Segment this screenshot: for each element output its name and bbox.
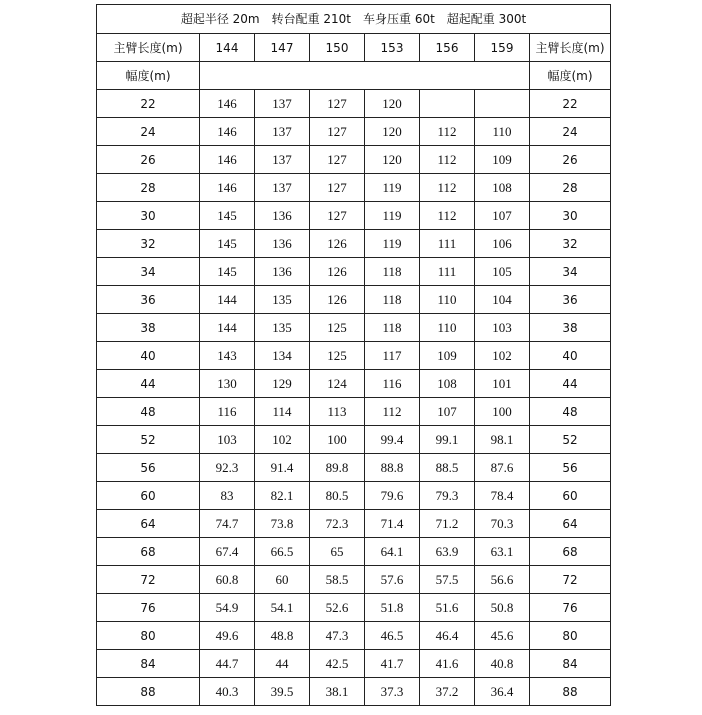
load-value-cell: 42.5 [310, 650, 365, 678]
load-value-cell: 146 [200, 146, 255, 174]
load-value-cell: 56.6 [475, 566, 530, 594]
load-value-cell: 143 [200, 342, 255, 370]
load-value-cell: 126 [310, 258, 365, 286]
load-value-cell: 112 [420, 202, 475, 230]
load-value-cell: 66.5 [255, 538, 310, 566]
load-value-cell: 137 [255, 174, 310, 202]
load-value-cell: 119 [365, 230, 420, 258]
table-row [97, 454, 611, 482]
radius-cell-right: 28 [530, 174, 611, 202]
radius-cell-left: 68 [97, 538, 200, 566]
load-value-cell: 127 [310, 90, 365, 118]
radius-cell-right: 26 [530, 146, 611, 174]
radius-cell-left: 84 [97, 650, 200, 678]
table-row [97, 650, 611, 678]
load-value-cell: 80.5 [310, 482, 365, 510]
load-value-cell: 73.8 [255, 510, 310, 538]
load-value-cell: 112 [420, 146, 475, 174]
load-value-cell: 109 [420, 342, 475, 370]
table-row [97, 678, 611, 706]
load-value-cell: 136 [255, 230, 310, 258]
load-value-cell: 108 [475, 174, 530, 202]
load-value-cell: 71.2 [420, 510, 475, 538]
load-value-cell: 102 [475, 342, 530, 370]
load-value-cell: 57.5 [420, 566, 475, 594]
load-value-cell: 146 [200, 174, 255, 202]
radius-cell-right: 24 [530, 118, 611, 146]
load-value-cell: 125 [310, 342, 365, 370]
boom-length-label-left: 主臂长度(m) [97, 34, 200, 62]
load-value-cell: 63.1 [475, 538, 530, 566]
load-value-cell: 102 [255, 426, 310, 454]
load-value-cell: 88.8 [365, 454, 420, 482]
load-value-cell: 38.1 [310, 678, 365, 706]
table-title: 超起半径 20m 转台配重 210t 车身压重 60t 超起配重 300t [97, 5, 611, 34]
radius-cell-left: 32 [97, 230, 200, 258]
table-row [97, 398, 611, 426]
boom-length-header-cell: 144 [200, 34, 255, 62]
load-value-cell: 58.5 [310, 566, 365, 594]
table-row [97, 566, 611, 594]
load-value-cell: 110 [420, 314, 475, 342]
load-value-cell: 111 [420, 230, 475, 258]
load-value-cell: 36.4 [475, 678, 530, 706]
radius-cell-left: 28 [97, 174, 200, 202]
load-value-cell: 78.4 [475, 482, 530, 510]
load-value-cell: 92.3 [200, 454, 255, 482]
load-value-cell: 40.3 [200, 678, 255, 706]
load-value-cell: 99.1 [420, 426, 475, 454]
load-value-cell: 109 [475, 146, 530, 174]
load-chart-table [96, 4, 611, 706]
table-row [97, 370, 611, 398]
load-value-cell: 87.6 [475, 454, 530, 482]
radius-cell-left: 38 [97, 314, 200, 342]
radius-cell-left: 22 [97, 90, 200, 118]
radius-cell-right: 22 [530, 90, 611, 118]
load-value-cell: 71.4 [365, 510, 420, 538]
load-value-cell: 57.6 [365, 566, 420, 594]
load-value-cell: 125 [310, 314, 365, 342]
radius-header-blank [200, 62, 530, 90]
load-value-cell: 120 [365, 118, 420, 146]
load-value-cell: 118 [365, 314, 420, 342]
load-value-cell: 82.1 [255, 482, 310, 510]
load-value-cell: 134 [255, 342, 310, 370]
radius-cell-right: 32 [530, 230, 611, 258]
radius-cell-left: 80 [97, 622, 200, 650]
radius-cell-left: 76 [97, 594, 200, 622]
load-value-cell: 47.3 [310, 622, 365, 650]
load-value-cell: 114 [255, 398, 310, 426]
table-row [97, 90, 611, 118]
table-row [97, 482, 611, 510]
load-value-cell: 127 [310, 118, 365, 146]
load-value-cell [475, 90, 530, 118]
load-value-cell: 117 [365, 342, 420, 370]
load-value-cell: 104 [475, 286, 530, 314]
load-value-cell: 111 [420, 258, 475, 286]
radius-header-row [97, 62, 611, 90]
load-value-cell: 37.2 [420, 678, 475, 706]
load-value-cell: 64.1 [365, 538, 420, 566]
radius-cell-left: 30 [97, 202, 200, 230]
load-value-cell: 101 [475, 370, 530, 398]
radius-cell-right: 36 [530, 286, 611, 314]
load-value-cell: 98.1 [475, 426, 530, 454]
load-value-cell: 112 [365, 398, 420, 426]
load-value-cell: 116 [365, 370, 420, 398]
load-value-cell: 51.8 [365, 594, 420, 622]
load-value-cell: 100 [310, 426, 365, 454]
load-value-cell: 129 [255, 370, 310, 398]
boom-length-header-cell: 147 [255, 34, 310, 62]
load-value-cell: 135 [255, 286, 310, 314]
boom-length-header-cell: 153 [365, 34, 420, 62]
load-value-cell: 108 [420, 370, 475, 398]
load-value-cell: 103 [475, 314, 530, 342]
table-row [97, 174, 611, 202]
load-value-cell: 51.6 [420, 594, 475, 622]
load-value-cell: 46.5 [365, 622, 420, 650]
radius-label-left: 幅度(m) [97, 62, 200, 90]
table-body [97, 5, 611, 706]
table-row [97, 342, 611, 370]
table-row [97, 258, 611, 286]
boom-length-header-cell: 159 [475, 34, 530, 62]
radius-cell-right: 56 [530, 454, 611, 482]
load-value-cell: 126 [310, 286, 365, 314]
table-row [97, 622, 611, 650]
table-row [97, 314, 611, 342]
load-value-cell: 144 [200, 314, 255, 342]
load-value-cell: 39.5 [255, 678, 310, 706]
load-value-cell: 48.8 [255, 622, 310, 650]
load-value-cell: 52.6 [310, 594, 365, 622]
boom-length-header-cell: 156 [420, 34, 475, 62]
radius-cell-left: 40 [97, 342, 200, 370]
load-value-cell: 145 [200, 230, 255, 258]
load-value-cell: 50.8 [475, 594, 530, 622]
table-row [97, 594, 611, 622]
load-value-cell: 145 [200, 258, 255, 286]
load-value-cell: 37.3 [365, 678, 420, 706]
load-value-cell: 65 [310, 538, 365, 566]
radius-label-right: 幅度(m) [530, 62, 611, 90]
load-value-cell: 83 [200, 482, 255, 510]
load-value-cell: 112 [420, 118, 475, 146]
load-value-cell: 124 [310, 370, 365, 398]
boom-length-label-right: 主臂长度(m) [530, 34, 611, 62]
load-value-cell: 100 [475, 398, 530, 426]
table-row [97, 230, 611, 258]
radius-cell-left: 60 [97, 482, 200, 510]
load-value-cell: 112 [420, 174, 475, 202]
radius-cell-right: 52 [530, 426, 611, 454]
load-value-cell: 119 [365, 202, 420, 230]
boom-length-header-row [97, 34, 611, 62]
load-value-cell: 60 [255, 566, 310, 594]
load-value-cell: 136 [255, 202, 310, 230]
load-value-cell: 126 [310, 230, 365, 258]
load-value-cell: 119 [365, 174, 420, 202]
load-value-cell: 72.3 [310, 510, 365, 538]
load-value-cell: 120 [365, 90, 420, 118]
load-value-cell: 107 [475, 202, 530, 230]
load-value-cell: 146 [200, 118, 255, 146]
radius-cell-left: 34 [97, 258, 200, 286]
load-value-cell: 137 [255, 118, 310, 146]
radius-cell-left: 56 [97, 454, 200, 482]
load-value-cell: 118 [365, 286, 420, 314]
radius-cell-right: 30 [530, 202, 611, 230]
radius-cell-left: 72 [97, 566, 200, 594]
radius-cell-right: 64 [530, 510, 611, 538]
load-value-cell: 63.9 [420, 538, 475, 566]
load-value-cell: 145 [200, 202, 255, 230]
radius-cell-left: 88 [97, 678, 200, 706]
load-value-cell: 103 [200, 426, 255, 454]
table-row [97, 146, 611, 174]
load-value-cell: 118 [365, 258, 420, 286]
load-value-cell: 106 [475, 230, 530, 258]
radius-cell-left: 44 [97, 370, 200, 398]
load-value-cell: 91.4 [255, 454, 310, 482]
load-value-cell: 54.9 [200, 594, 255, 622]
radius-cell-right: 88 [530, 678, 611, 706]
load-value-cell: 113 [310, 398, 365, 426]
radius-cell-right: 34 [530, 258, 611, 286]
load-value-cell: 146 [200, 90, 255, 118]
radius-cell-right: 38 [530, 314, 611, 342]
load-value-cell: 74.7 [200, 510, 255, 538]
radius-cell-right: 80 [530, 622, 611, 650]
load-value-cell: 88.5 [420, 454, 475, 482]
radius-cell-left: 64 [97, 510, 200, 538]
load-value-cell: 46.4 [420, 622, 475, 650]
load-value-cell: 127 [310, 174, 365, 202]
load-value-cell: 116 [200, 398, 255, 426]
table-row [97, 202, 611, 230]
load-value-cell: 120 [365, 146, 420, 174]
load-value-cell: 137 [255, 90, 310, 118]
table-row [97, 538, 611, 566]
radius-cell-right: 44 [530, 370, 611, 398]
load-value-cell: 44 [255, 650, 310, 678]
table-row [97, 510, 611, 538]
load-value-cell: 105 [475, 258, 530, 286]
load-value-cell: 49.6 [200, 622, 255, 650]
radius-cell-right: 84 [530, 650, 611, 678]
load-value-cell: 89.8 [310, 454, 365, 482]
load-value-cell: 41.7 [365, 650, 420, 678]
load-value-cell: 45.6 [475, 622, 530, 650]
load-value-cell: 110 [475, 118, 530, 146]
load-value-cell: 127 [310, 202, 365, 230]
load-value-cell: 136 [255, 258, 310, 286]
radius-cell-right: 76 [530, 594, 611, 622]
load-value-cell: 40.8 [475, 650, 530, 678]
radius-cell-right: 48 [530, 398, 611, 426]
boom-length-header-cell: 150 [310, 34, 365, 62]
load-value-cell: 60.8 [200, 566, 255, 594]
load-value-cell: 127 [310, 146, 365, 174]
load-value-cell: 70.3 [475, 510, 530, 538]
load-value-cell: 110 [420, 286, 475, 314]
load-value-cell [420, 90, 475, 118]
radius-cell-left: 52 [97, 426, 200, 454]
radius-cell-right: 68 [530, 538, 611, 566]
load-value-cell: 144 [200, 286, 255, 314]
radius-cell-right: 72 [530, 566, 611, 594]
radius-cell-left: 48 [97, 398, 200, 426]
load-value-cell: 79.3 [420, 482, 475, 510]
table-row [97, 426, 611, 454]
radius-cell-right: 40 [530, 342, 611, 370]
load-value-cell: 79.6 [365, 482, 420, 510]
load-value-cell: 67.4 [200, 538, 255, 566]
load-value-cell: 44.7 [200, 650, 255, 678]
radius-cell-left: 26 [97, 146, 200, 174]
radius-cell-left: 36 [97, 286, 200, 314]
load-value-cell: 135 [255, 314, 310, 342]
radius-cell-right: 60 [530, 482, 611, 510]
load-value-cell: 137 [255, 146, 310, 174]
load-value-cell: 99.4 [365, 426, 420, 454]
load-value-cell: 41.6 [420, 650, 475, 678]
load-value-cell: 54.1 [255, 594, 310, 622]
table-row [97, 118, 611, 146]
radius-cell-left: 24 [97, 118, 200, 146]
load-value-cell: 130 [200, 370, 255, 398]
load-value-cell: 107 [420, 398, 475, 426]
title-row [97, 5, 611, 34]
table-row [97, 286, 611, 314]
